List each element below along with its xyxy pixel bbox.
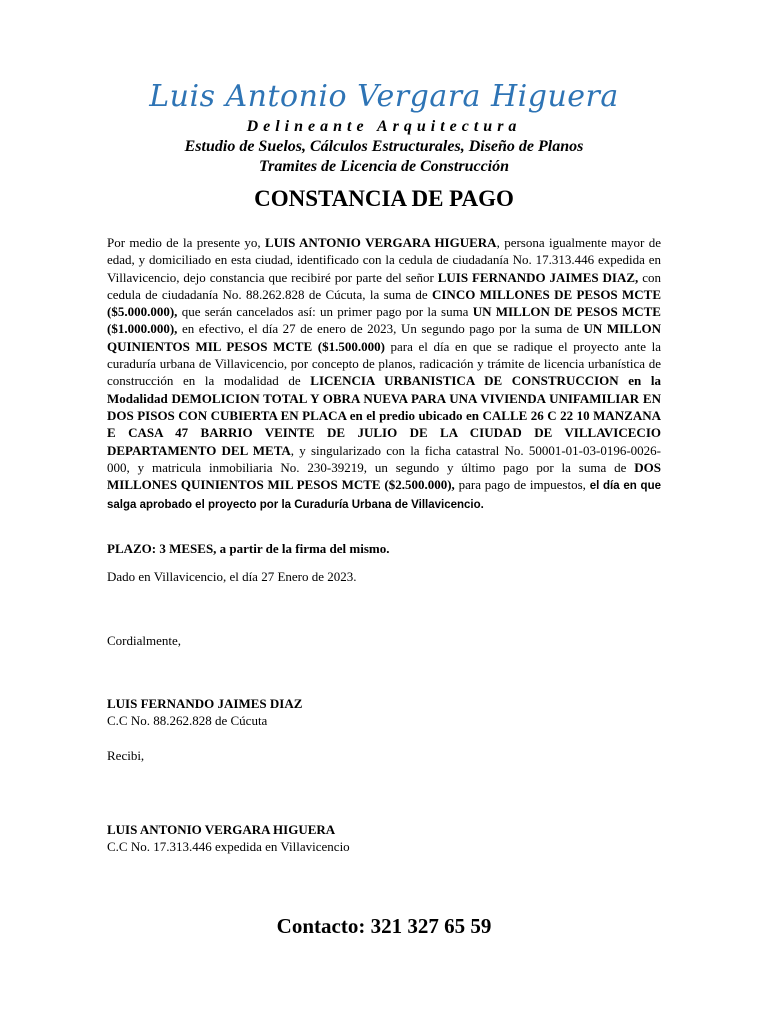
body-segment: LICENCIA URBANISTICA DE CONSTRUCCION en la Modalidad DEMOLICION TOTAL Y OBRA NUEVA PARA UNA VIVIENDA UNIFAMILIAR EN DOS PISOS CON CUBIERTA EN PLACA en el predio ubicado en CALLE 26 C 22 10 MANZANA E CASA 47 BARRIO VEINTE DE JULIO DE LA CIUDAD DE VILLAVICECIO DEPARTAMENTO DEL META <box>107 373 661 458</box>
body-segment: , persona igualmente mayor de edad, y domiciliado en esta ciudad, identificado con la cedula de ciudadanía No. 17.313.446 expedida en Villavicencio, dejo constancia que recibiré por parte del señor <box>107 235 662 285</box>
body-segment: para el día en que se radique el proyecto ante la curaduría urbana de Villavicencio, por concepto de planos, radicación y trámite de licencia urbanística de construcción en la modalidad de <box>107 338 661 389</box>
signer1-name: LUIS FERNANDO JAIMES DIAZ <box>107 696 303 711</box>
letterhead-profession: Delineante Arquitectura <box>246 118 522 135</box>
body-segment: que serán cancelados así: un primer pago por la suma <box>177 304 473 320</box>
body-segment: Por medio de la presente yo, <box>107 235 266 250</box>
plazo-line: PLAZO: 3 MESES, a partir de la firma del mismo. <box>107 541 390 556</box>
signer2-id: C.C No. 17.313.446 expedida en Villavicencio <box>107 839 350 854</box>
closing-line: Cordialmente, <box>107 633 182 648</box>
body-segment: en efectivo, el día 27 de enero de 2023, Un segundo pago por la suma de <box>177 321 584 337</box>
letterhead-services-1: Estudio de Suelos, Cálculos Estructurales, Diseño de Planos <box>184 138 584 155</box>
body-segment: CINCO MILLONES DE PESOS MCTE ($5.000.000), <box>107 286 661 320</box>
received-line: Recibi, <box>107 748 145 763</box>
body-segment: LUIS FERNANDO JAIMES DIAZ, <box>437 269 639 285</box>
body-segment: UN MILLON DE PESOS MCTE ($1.000.000), <box>107 304 661 337</box>
body-segment: UN MILLON QUINIENTOS MIL PESOS MCTE ($1.500.000) <box>107 321 662 354</box>
body-segment: para pago de impuestos, <box>454 477 590 493</box>
body-segment: con cedula de ciudadanía No. 88.262.828 de Cúcuta, la suma de <box>107 269 661 302</box>
letterhead-services-2: Tramites de Licencia de Construcción <box>258 158 510 175</box>
body-segment: , y singularizado con la ficha catastral No. 50001-01-03-0196-0026-000, y matricula inmobiliaria No. 230-39219, un segundo y último pago por la suma de <box>107 442 661 475</box>
letterhead <box>0 78 768 177</box>
letterhead-name: Luis Antonio Vergara Higuera <box>149 79 619 114</box>
body-paragraph <box>107 234 661 515</box>
body-segment: LUIS ANTONIO VERGARA HIGUERA <box>265 235 497 250</box>
body-segment: el día en que salga aprobado el proyecto por la Curaduría Urbana de Villavicencio. <box>107 480 661 512</box>
date-line: Dado en Villavicencio, el día 27 Enero de 2023. <box>107 569 357 584</box>
contact-line: Contacto: 321 327 65 59 <box>276 914 492 938</box>
signer2-name: LUIS ANTONIO VERGARA HIGUERA <box>107 822 336 837</box>
body-segment: DOS MILLONES QUINIENTOS MIL PESOS MCTE ($2.500.000), <box>107 459 661 493</box>
signer1-id: C.C No. 88.262.828 de Cúcuta <box>107 713 268 728</box>
document-title: CONSTANCIA DE PAGO <box>254 186 514 211</box>
